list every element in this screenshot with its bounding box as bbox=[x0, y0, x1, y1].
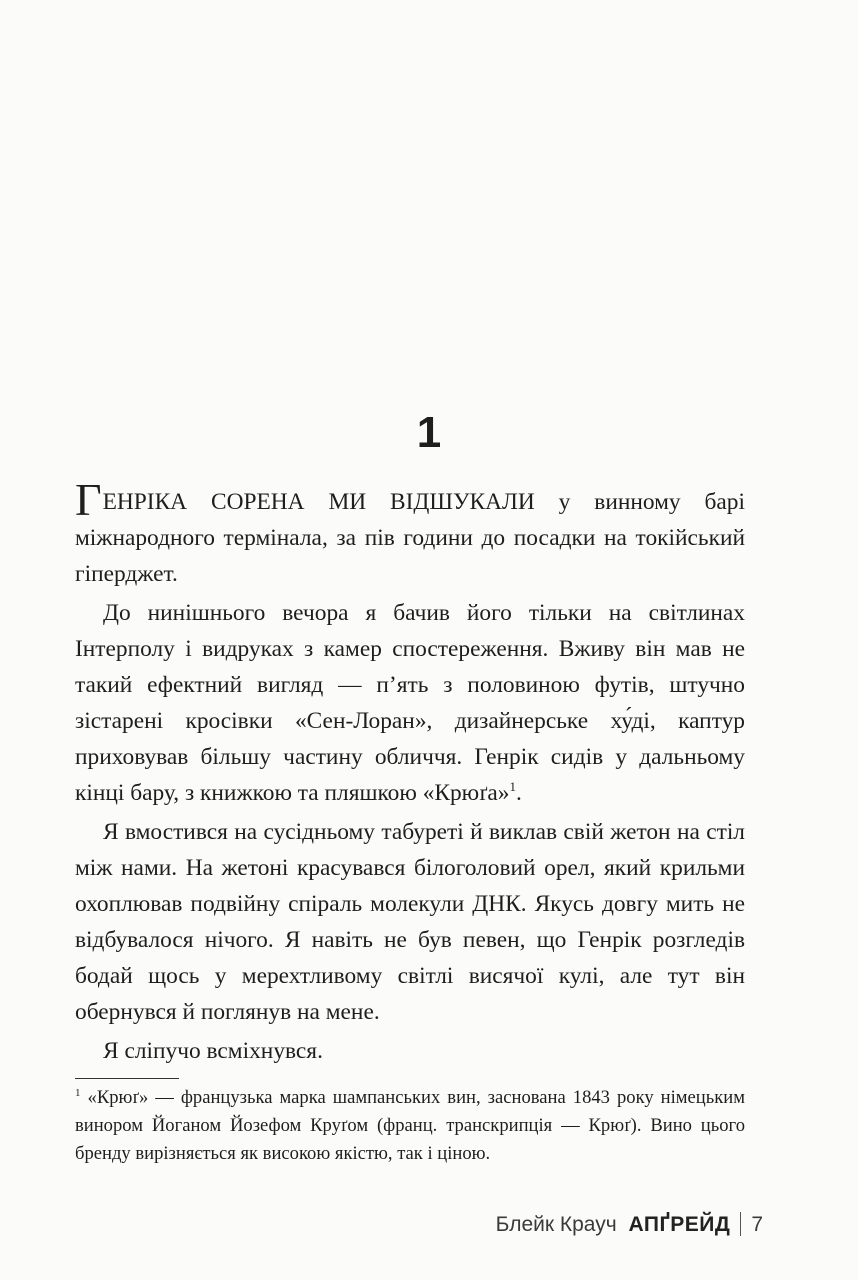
paragraph-1-text: у винному барі міжнародного термінала, за пів години до посадки на токійський гіперджет. bbox=[75, 489, 745, 587]
paragraph-3: Я вмостився на сусідньому табуреті й виклав свій жетон на стіл між нами. На жетоні красувався білоголовий орел, який крильми охоплював подвійну спіраль молекули ДНК. Якусь довгу мить не відбувалося нічого. Я навіть не був певен, що Генрік розгледів бодай щось у мерехтливому світлі висячої кулі, але тут він обернувся й поглянув на мене. bbox=[75, 819, 745, 1025]
footer-book-title: АПҐРЕЙД bbox=[628, 1213, 731, 1236]
chapter-body bbox=[75, 474, 745, 1072]
footer-author: Блейк Крауч bbox=[495, 1213, 617, 1236]
running-footer bbox=[496, 1212, 763, 1238]
paragraph-4: Я сліпучо всміхнувся. bbox=[103, 1038, 323, 1064]
footnote-divider bbox=[75, 1078, 179, 1079]
footnote-mark: 1 bbox=[75, 1087, 81, 1099]
chapter-number: 1 bbox=[416, 408, 442, 457]
opening-caps: ЕНРІКА СОРЕНА МИ ВІДШУКАЛИ bbox=[102, 489, 535, 515]
paragraph-2-end: . bbox=[515, 780, 522, 806]
footnote-reference[interactable]: 1 bbox=[509, 779, 516, 794]
footnote-text: «Крюґ» — французька марка шампанських вин, заснована 1843 року німецьким винором Йоганом Йозефом Круґом (франц. транскрипція — Крюґ). Вино цього бренду вирізняється як високою якістю, так і ціною. bbox=[75, 1087, 745, 1164]
paragraph-2-text: До нинішнього вечора я бачив його тільки на світлинах Інтерполу і видруках з камер спостереження. Вживу він мав не такий ефектний вигляд — п’ять з половиною футів, штучно зістарені кросівки «Сен-Лоран», дизайнерське ху́ді, каптур приховував більшу частину обличчя. Генрік сидів у дальньому кінці бару, з книжкою та пляшкою «Крюґа» bbox=[75, 600, 745, 806]
footnote bbox=[75, 1084, 745, 1168]
paragraph-1 bbox=[75, 474, 745, 592]
page-number: 7 bbox=[751, 1213, 763, 1236]
footer-separator bbox=[740, 1212, 741, 1236]
drop-cap: Г bbox=[75, 474, 102, 525]
paragraph-2 bbox=[75, 595, 745, 811]
